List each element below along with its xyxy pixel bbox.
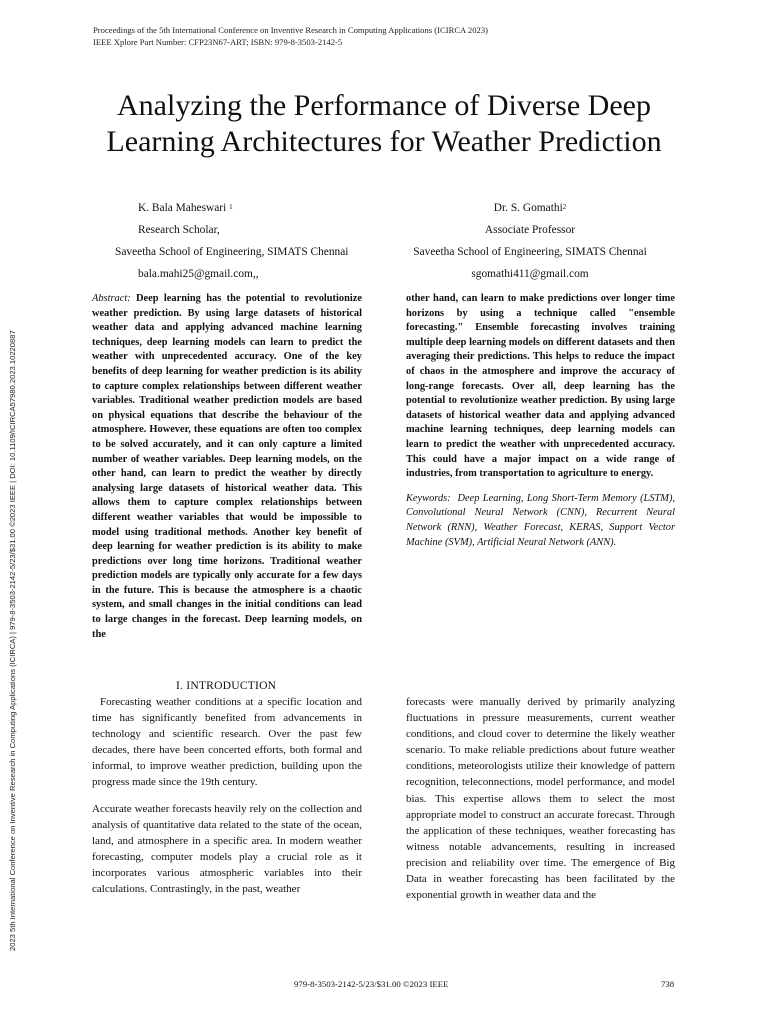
author-1-affil-marker: 1	[229, 203, 233, 211]
conference-header-line2: IEEE Xplore Part Number: CFP23N67-ART; ISBN: 979-8-3503-2142-5	[93, 37, 343, 47]
paper-title	[40, 88, 728, 160]
keywords-text: Deep Learning, Long Short-Term Memory (LSTM), Convolutional Neural Network (CNN), Recurrent Neural Network (RNN), Weather Forecast, KERAS, Support Vector Machine (SVM), Artificial Neural Network (ANN).	[406, 492, 676, 548]
author-2-affiliation: Saveetha School of Engineering, SIMATS Chennai	[413, 246, 647, 258]
intro-paragraph-2: Accurate weather forecasts heavily rely on the collection and analysis of quantitative data related to the state of the ocean, land, and atmosphere in a specific area. In modern weather forecasting, computer models play a crucial role as it incorporates various atmospheric variables into their calculations. Contrastingly, in the past, weather	[92, 802, 362, 896]
abstract-text-2: other hand, can learn to make predictions over longer time horizons by using a technique called "ensemble forecasting." Ensemble forecasting involves training multiple deep learning models on different datasets and then averaging their predictions. This helps to reduce the impact of chaos in the atmosphere and improve the accuracy of long-range forecasts. Over all, deep learning has the potential to revolutionize weather prediction. By using large datasets of historical weather data and applying advanced machine learning techniques, deep learning models can learn to predict the weather with unprecedented accuracy. This could have a major impact on a wide range of industries, from transportation to agriculture to energy.	[406, 293, 675, 480]
section-heading-introduction: I. INTRODUCTION	[176, 679, 277, 692]
intro-column-2	[406, 694, 675, 903]
doi-sidebar: 2023 5th International Conference on Inventive Research in Computing Applications (ICIRCA) | 979-8-3503-2142-5/23/$31.00 ©2023 IEEE | DOI: 10.1109/ICIRCA57980.2023.10220887	[8, 330, 17, 951]
abstract-column-1	[92, 292, 362, 642]
intro-paragraph-3: forecasts were manually derived by primarily analyzing fluctuations in pressure measurements, current weather conditions, and cloud cover to determine the likely weather scenario. To make reliable predictions about future weather conditions, meteorologists utilize their knowledge of pattern recognition, teleconnections, model performance, and model bias. This expertise allows them to select the most appropriate model to construct an accurate forecast. Through the application of these techniques, weather forecasting has witness notable advancements, resulting in increased precision and reliability over time. The emergence of Big Data in weather forecasting has been facilitated by the exponential growth in weather data and the	[406, 696, 675, 902]
author-2-name: Dr. S. Gomathi	[493, 202, 563, 214]
author-1-role: Research Scholar,	[138, 224, 220, 236]
intro-column-1	[92, 694, 362, 897]
abstract-text-1: Deep learning has the potential to revolutionize weather prediction. By using large datasets of historical weather data and applying advanced machine learning techniques, deep learning models can learn to predict the weather with unprecedented accuracy. One of the key benefits of deep learning for weather prediction is its ability to capture complex relationships between different weather variables. Traditional weather prediction models are based on physical equations that describe the behaviour of the atmosphere. However, these equations are often too complex to be solved accurately, and it can only capture a limited number of weather variables. Deep learning models, on the other hand, can learn to predict the weather by directly analysing large datasets of historical weather data. This allows them to capture complex relationships between different weather variables that would be impossible to model using traditional methods. Another key benefit of deep learning for weather prediction is its ability to make predictions over long time horizons. Traditional weather prediction models are typically only accurate for a few days in the future. This is because the atmosphere is a chaotic system, and small changes in the initial conditions can lead to large changes in the forecast. Deep learning models, on the	[92, 293, 362, 640]
keywords-label: Keywords:	[406, 492, 451, 504]
page-number: 738	[661, 979, 675, 989]
keywords	[406, 492, 675, 550]
abstract-label: Abstract:	[92, 293, 131, 304]
footer-copyright: 979-8-3503-2142-5/23/$31.00 ©2023 IEEE	[294, 979, 449, 989]
paper-title-line1: Analyzing the Performance of Diverse Deep	[117, 89, 651, 122]
author-1-affiliation: Saveetha School of Engineering, SIMATS Chennai	[115, 246, 349, 258]
author-2-affil-marker: 2	[562, 203, 567, 211]
author-1-name: K. Bala Maheswari	[138, 202, 227, 214]
abstract-column-2	[406, 292, 675, 550]
paper-title-line2: Learning Architectures for Weather Prediction	[106, 125, 662, 158]
author-block-2	[395, 197, 665, 285]
author-2-email[interactable]: sgomathi411@gmail.com	[471, 268, 589, 280]
author-block-1	[115, 197, 385, 285]
author-2-role: Associate Professor	[484, 224, 576, 236]
intro-paragraph-1: Forecasting weather conditions at a specific location and time has significantly benefited from advancements in technology and scientific research. Over the past few decades, there have been concerted efforts, both formal and informal, to improve weather prediction, building upon the progress made since the 19th century.	[92, 696, 362, 789]
conference-header	[93, 24, 488, 48]
conference-header-line1: Proceedings of the 5th International Conference on Inventive Research in Computing Applications (ICIRCA 2023)	[93, 25, 488, 35]
author-1-email[interactable]: bala.mahi25@gmail.com,,	[138, 268, 259, 280]
author-1-name-line	[115, 197, 385, 219]
author-2-name-line	[395, 197, 665, 219]
